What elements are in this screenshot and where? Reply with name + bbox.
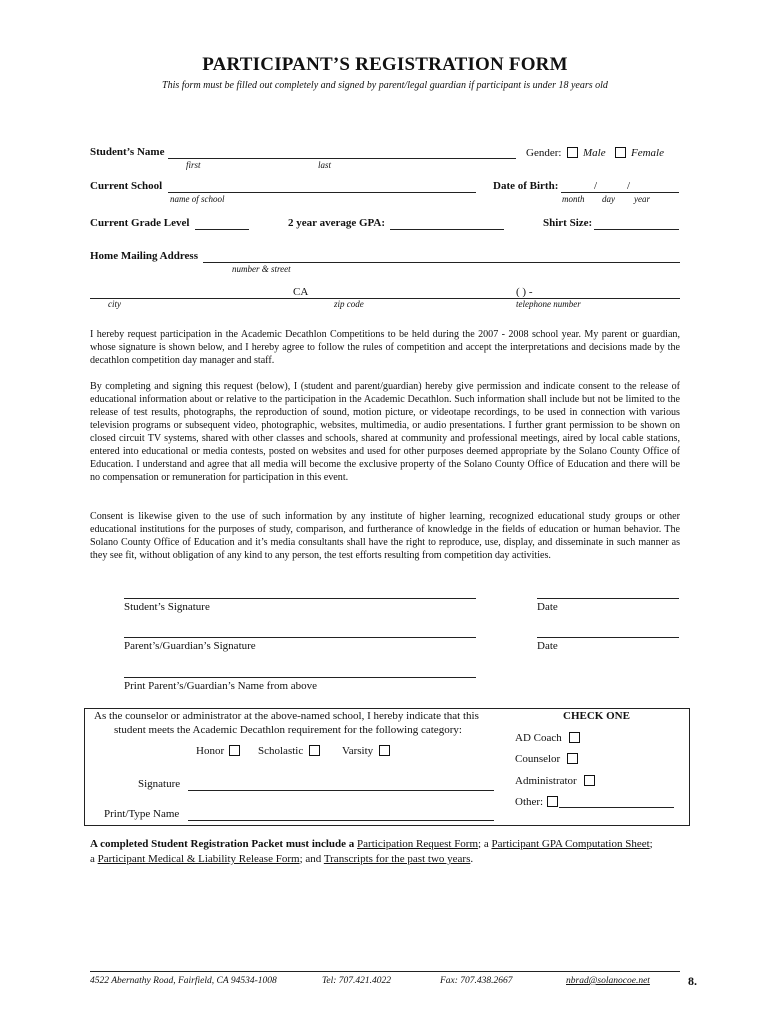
counselor-option-label: Counselor: [515, 753, 561, 765]
footer-email-link[interactable]: nbrad@solanocoe.net: [566, 976, 650, 986]
footer-address: 4522 Abernathy Road, Fairfield, CA 94534-1008: [90, 976, 277, 986]
honor-checkbox[interactable]: [229, 745, 240, 756]
female-checkbox[interactable]: [615, 147, 626, 158]
city-zip-phone-field[interactable]: [90, 298, 680, 299]
first-hint: first: [186, 160, 201, 170]
dob-separator-1: /: [594, 180, 598, 192]
packet-line-1: [90, 838, 653, 850]
parent-date-label: Date: [537, 640, 558, 652]
counselor-checkbox[interactable]: [567, 753, 578, 764]
month-hint: month: [562, 194, 585, 204]
packet-end: .: [470, 853, 474, 865]
male-label: Male: [583, 147, 606, 159]
request-paragraph: I hereby request participation in the Academic Decathlon Competitions to be held during the 2007 - 2008 school year. My parent or guardian, whose signature is shown below, and I hereby agree to follow the rules of competition and accept the interpretations and decisions made by the decathlon competition day manager and staff.: [90, 329, 680, 366]
shirt-size-field[interactable]: [594, 229, 679, 230]
female-label: Female: [631, 147, 664, 159]
scholastic-checkbox[interactable]: [309, 745, 320, 756]
page-number: 8.: [688, 974, 697, 988]
footer-fax: Fax: 707.438.2667: [440, 976, 513, 986]
shirt-size-label: Shirt Size:: [543, 217, 593, 229]
counselor-signature-field[interactable]: [188, 790, 494, 791]
current-school-label: Current School: [90, 180, 163, 192]
dob-field[interactable]: [561, 192, 679, 193]
other-field[interactable]: [559, 807, 674, 808]
number-street-hint: number & street: [232, 264, 291, 274]
packet-sep-2: ;: [649, 838, 653, 850]
page-subtitle: This form must be filled out completely and signed by parent/legal guardian if participant is under 18 years old: [162, 80, 608, 91]
parent-print-name-label: Print Parent’s/Guardian’s Name from above: [124, 680, 318, 692]
page-title: PARTICIPANT’S REGISTRATION FORM: [202, 54, 568, 75]
male-checkbox[interactable]: [567, 147, 578, 158]
parent-signature-label: Parent’s/Guardian’s Signature: [124, 640, 256, 652]
parent-date-field[interactable]: [537, 637, 679, 638]
ad-coach-label: AD Coach: [515, 732, 562, 744]
packet-line2-prefix: a: [90, 853, 98, 865]
other-checkbox[interactable]: [547, 796, 558, 807]
packet-line-2: [90, 853, 473, 865]
consent-paragraph: By completing and signing this request (below), I (student and parent/guardian) hereby give permission and indicate consent to the release of educational information about or relative to the participation in the Academic Decathlon. Such information shall include but not be limited to the release of test results, photographs, the reproduction of sound, motion picture, or videotape recordings, to be used in connection with various television programs or subsequent video, photographic, websites, multimedia, or audio presentations. I further grant permission to be shown on closed circuit TV systems, shared with other classes and schools, shared at community and professional meetings, aired by local cable stations, entered into educational or media contests, posted on websites and used for other purposes deemed appropriate by the Solano County Office of Education. I understand and agree that all media will become the exclusive property of the Solano County Office of Education and there will be no compensation or remuneration for participation in this event.: [90, 381, 680, 483]
print-type-name-label: Print/Type Name: [104, 808, 180, 820]
dob-separator-2: /: [627, 180, 631, 192]
parent-print-name-field[interactable]: [124, 677, 476, 678]
student-signature-field[interactable]: [124, 598, 476, 599]
check-one-heading: CHECK ONE: [563, 710, 630, 722]
telephone-hint: telephone number: [516, 299, 581, 309]
transcripts-link[interactable]: Transcripts for the past two years: [323, 853, 471, 865]
counselor-statement-2: student meets the Academic Decathlon requirement for the following category:: [114, 724, 462, 736]
year-hint: year: [634, 194, 650, 204]
last-hint: last: [318, 160, 332, 170]
state-value: CA: [293, 286, 309, 298]
honor-label: Honor: [196, 745, 225, 757]
gender-label: Gender:: [526, 147, 562, 159]
ad-coach-checkbox[interactable]: [569, 732, 580, 743]
gpa-computation-sheet-link[interactable]: Participant GPA Computation Sheet: [491, 838, 650, 850]
gpa-field[interactable]: [390, 229, 504, 230]
varsity-checkbox[interactable]: [379, 745, 390, 756]
varsity-label: Varsity: [342, 745, 374, 757]
grade-label: Current Grade Level: [90, 217, 190, 229]
counselor-statement-1: As the counselor or administrator at the above-named school, I hereby indicate that this: [94, 710, 479, 722]
administrator-checkbox[interactable]: [584, 775, 595, 786]
scholastic-label: Scholastic: [258, 745, 304, 757]
medical-release-form-link[interactable]: Participant Medical & Liability Release Form: [97, 853, 300, 865]
footer-tel: Tel: 707.421.4022: [322, 976, 392, 986]
phone-format: ( ) -: [516, 286, 533, 298]
student-date-field[interactable]: [537, 598, 679, 599]
address-field[interactable]: [203, 262, 680, 263]
packet-sep-3: ; and: [299, 853, 324, 865]
footer-divider: [90, 971, 680, 972]
participation-request-form-link[interactable]: Participation Request Form: [357, 838, 479, 850]
parent-signature-field[interactable]: [124, 637, 476, 638]
dob-label: Date of Birth:: [493, 180, 559, 192]
student-name-field[interactable]: [168, 158, 516, 159]
address-label: Home Mailing Address: [90, 250, 198, 262]
further-consent-paragraph: Consent is likewise given to the use of such information by any institute of higher learning, recognized educational study groups or other educational institutions for the purposes of study, comparison, and furtherance of knowledge in the fields of education or human behavior. The Solano County Office of Education and it’s media consultants shall have the right to reproduce, use, display, and disseminate in such manner as they see fit, without obligation of any kind to any person, the test efforts resulting from competition day activities.: [90, 511, 680, 561]
student-name-label: Student’s Name: [90, 146, 165, 158]
city-hint: city: [108, 299, 121, 309]
print-type-name-field[interactable]: [188, 820, 494, 821]
zip-hint: zip code: [334, 299, 364, 309]
student-date-label: Date: [537, 601, 558, 613]
student-signature-label: Student’s Signature: [124, 601, 210, 613]
packet-sep-1: ; a: [478, 838, 492, 850]
name-of-school-hint: name of school: [170, 194, 225, 204]
counselor-signature-label: Signature: [138, 778, 181, 790]
current-school-field[interactable]: [168, 192, 476, 193]
packet-intro: A completed Student Registration Packet must include a: [90, 838, 358, 850]
grade-field[interactable]: [195, 229, 249, 230]
gpa-label: 2 year average GPA:: [288, 217, 386, 229]
day-hint: day: [602, 194, 615, 204]
other-label: Other:: [515, 796, 544, 808]
administrator-label: Administrator: [515, 775, 577, 787]
